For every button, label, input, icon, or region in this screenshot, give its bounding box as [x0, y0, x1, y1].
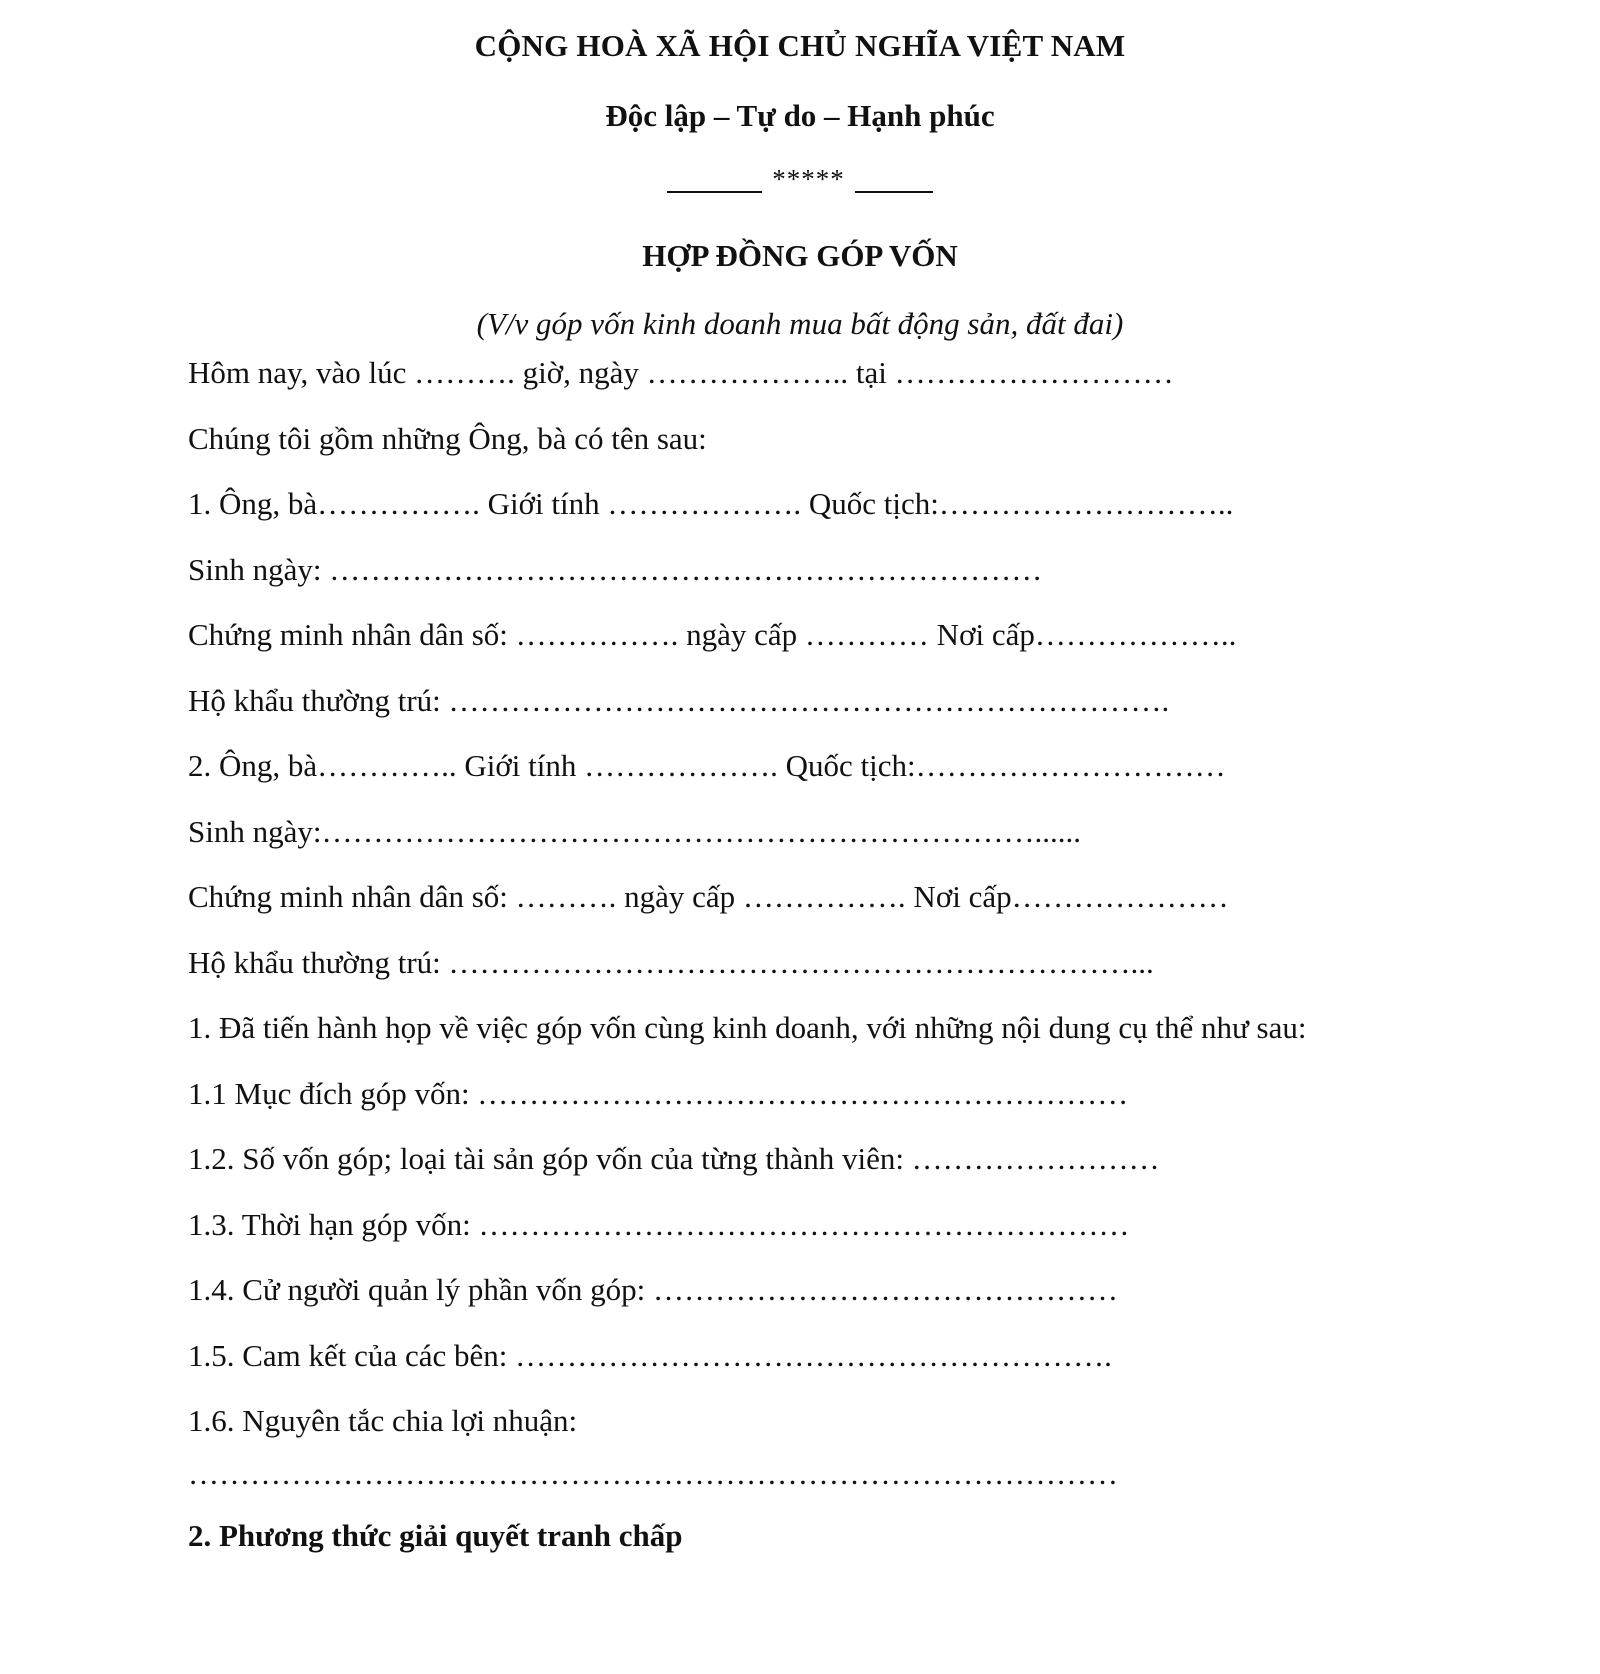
party-1-residence-line: Hộ khẩu thường trú: ……………………………………………………………. — [188, 683, 1170, 718]
clause-1-3-line: 1.3. Thời hạn góp vốn: ……………………………………………………… — [188, 1207, 1130, 1242]
party-2-birthdate-line: Sinh ngày:……………………………………………………………...... — [188, 814, 1081, 849]
party-1-id-line: Chứng minh nhân dân số: ……………. ngày cấp ………… Nơi cấp……………….. — [188, 617, 1237, 652]
section-1-intro-line: 1. Đã tiến hành họp về việc góp vốn cùng kinh doanh, với những nội dung cụ thể như sau: — [188, 1010, 1307, 1045]
party-2-residence-line: Hộ khẩu thường trú: …………………………………………………………... — [188, 945, 1154, 980]
section-2-heading: 2. Phương thức giải quyết tranh chấp — [188, 1518, 683, 1553]
divider-rule-right — [855, 191, 933, 193]
party-1-name-line: 1. Ông, bà……………. Giới tính ………………. Quốc tịch:……………………….. — [188, 486, 1234, 521]
meeting-time-place-line: Hôm nay, vào lúc ………. giờ, ngày ……………….. tại ……………………… — [188, 355, 1174, 390]
document-title: HỢP ĐỒNG GÓP VỐN — [642, 238, 958, 273]
clause-1-1-line: 1.1 Mục đích góp vốn: ……………………………………………………… — [188, 1076, 1129, 1111]
party-1-birthdate-line: Sinh ngày: …………………………………………………………… — [188, 552, 1043, 587]
clause-1-6-line: 1.6. Nguyên tắc chia lợi nhuận: — [188, 1403, 578, 1438]
clause-1-2-line: 1.2. Số vốn góp; loại tài sản góp vốn của từng thành viên: …………………… — [188, 1141, 1160, 1176]
document-subtitle: (V/v góp vốn kinh doanh mua bất động sản, đất đai) — [476, 306, 1124, 341]
party-2-id-line: Chứng minh nhân dân số: ………. ngày cấp ……………. Nơi cấp………………… — [188, 879, 1229, 914]
heading-divider — [0, 164, 1600, 195]
clause-1-5-line: 1.5. Cam kết của các bên: …………………………………………………. — [188, 1338, 1112, 1373]
parties-intro-line: Chúng tôi gồm những Ông, bà có tên sau: — [188, 421, 707, 456]
divider-stars: ***** — [772, 164, 845, 194]
national-heading: CỘNG HOÀ XÃ HỘI CHỦ NGHĨA VIỆT NAM — [474, 28, 1126, 63]
party-2-name-line: 2. Ông, bà………….. Giới tính ………………. Quốc tịch:………………………… — [188, 748, 1226, 783]
divider-rule-left — [667, 191, 762, 193]
national-motto: Độc lập – Tự do – Hạnh phúc — [605, 98, 995, 133]
clause-1-6-blank-line: ……………………………………………………………………………… — [188, 1456, 1118, 1491]
clause-1-4-line: 1.4. Cử người quản lý phần vốn góp: ……………………………………… — [188, 1272, 1119, 1307]
